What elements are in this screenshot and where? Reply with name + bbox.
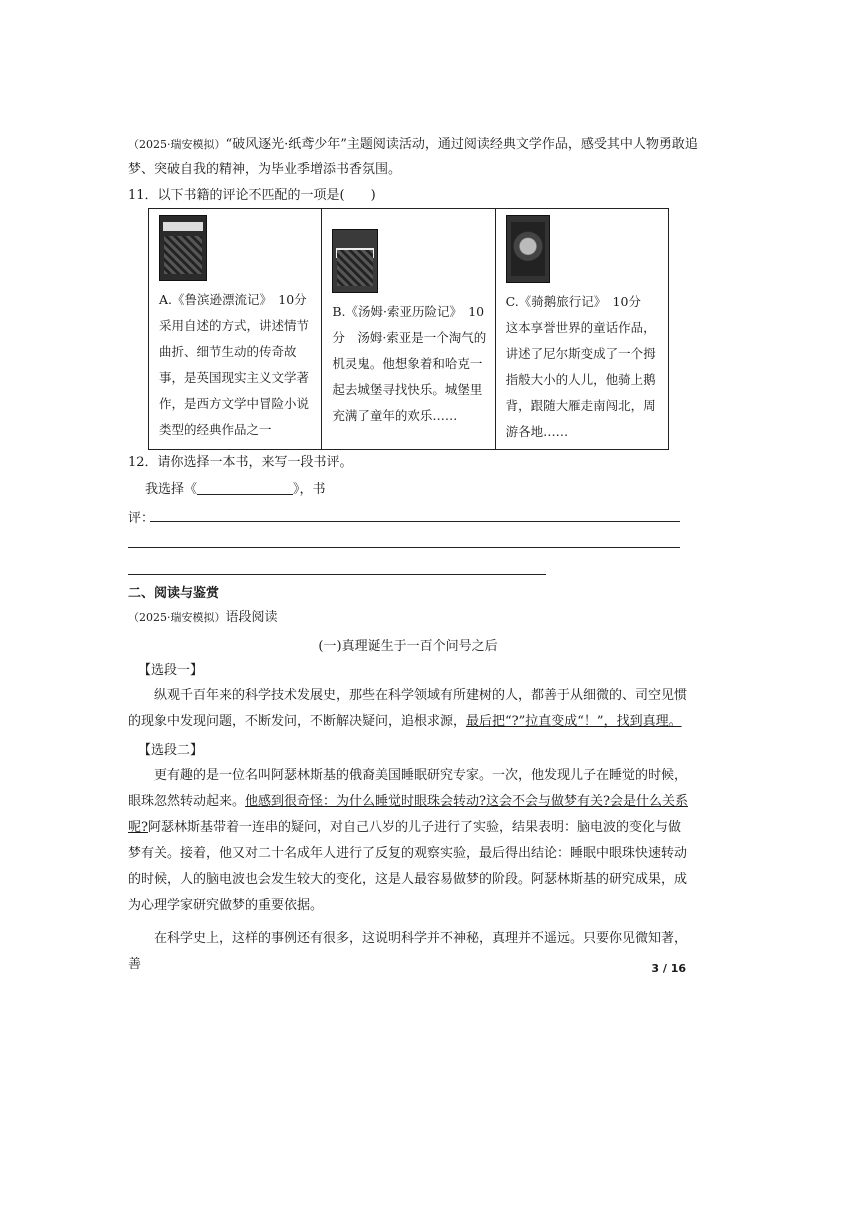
intro-text-1: “破风逐光·纸鸢少年”主题阅读活动，通过阅读经典文学作品，感受其中人物勇敢追 xyxy=(225,137,698,152)
review-answer-line-2[interactable] xyxy=(128,547,680,548)
intro-line-1 xyxy=(128,136,698,153)
book-cover-nils-icon xyxy=(506,215,550,283)
passage-2-text xyxy=(128,763,688,919)
section-source: （2025·瑞安模拟） xyxy=(128,611,226,624)
choose-prefix: 我选择《 xyxy=(145,482,198,497)
passage-2-text-b: 阿瑟林斯基带着一连串的疑问，对自己八岁的儿子进行了实验，结果表明：脑电波的变化与做梦有关。接着，他又对二十名成年人进行了反复的观察实验，最后得出结论：睡眠中眼珠快速转动的时候，人的脑电波也会发生较大的变化，这是人最容易做梦的阶段。阿瑟林斯基的研究成果，成为心理学家研究做梦的重要依据。 xyxy=(128,820,688,913)
book-option-b-text: B.《汤姆·索亚历险记》 10分 汤姆·索亚是一个淘气的机灵鬼。他想象着和哈克一起去城堡寻找快乐。城堡里充满了童年的欢乐…… xyxy=(332,304,487,423)
book-option-c xyxy=(495,209,668,450)
intro-line-2: 梦、突破自我的精神，为毕业季增添书香氛围。 xyxy=(128,162,402,177)
review-answer-line-1[interactable] xyxy=(150,521,680,522)
book-option-c-text: C.《骑鹅旅行记》 10分 这本享誉世界的童话作品，讲述了尼尔斯变成了一个拇指般大小的人儿，他骑上鹅背，跟随大雁走南闯北，周游各地…… xyxy=(505,294,656,439)
intro-source: （2025·瑞安模拟） xyxy=(128,138,226,151)
book-review-table xyxy=(148,208,669,450)
review-answer-line-3[interactable] xyxy=(128,574,546,575)
passage-2-underlined: 他感到很奇怪：为什么睡觉时眼珠会转动?这会不会与做梦有关?会是什么关系呢? xyxy=(128,794,688,835)
question-12-stem: 12．请你选择一本书，来写一段书评。 xyxy=(128,455,353,470)
question-11-stem: 11．以下书籍的评论不匹配的一项是( ) xyxy=(128,188,376,203)
passage-1-label: 【选段一】 xyxy=(138,663,204,678)
passage-1-underlined: 最后把“?”拉直变成“！”，找到真理。 xyxy=(466,714,682,729)
page-number: 3 / 16 xyxy=(651,962,686,975)
book-option-a xyxy=(149,209,322,450)
section-source-line xyxy=(128,609,278,626)
book-cover-tom-sawyer-icon xyxy=(332,229,378,293)
passage-2-text-a: 更有趣的是一位名叫阿瑟林斯基的俄裔美国睡眠研究专家。一次，他发现儿子在睡觉的时候，眼珠忽然转动起来。 xyxy=(128,768,688,809)
book-cover-robinson-icon xyxy=(159,215,207,281)
passage-3-text: 在科学史上，这样的事例还有很多，这说明科学并不神秘，真理并不遥远。只要你见微知著，善 xyxy=(128,931,688,972)
passage-1-plain: 纵观千百年来的科学技术发展史，那些在科学领域有所建树的人，都善于从细微的、司空见惯的现象中发现问题，不断发问，不断解决疑问，追根求源， xyxy=(128,688,688,729)
book-option-b xyxy=(322,209,495,450)
choose-suffix: 》，书 xyxy=(293,482,326,497)
section-source-rest: 语段阅读 xyxy=(225,610,278,625)
passage-title: (一)真理诞生于一百个问号之后 xyxy=(318,639,498,654)
review-label: 评： xyxy=(128,511,155,526)
passage-2-label: 【选段二】 xyxy=(138,743,204,758)
passage-1-text xyxy=(128,683,688,735)
book-title-blank[interactable] xyxy=(197,481,293,495)
book-option-a-text: A.《鲁滨逊漂流记》 10分采用自述的方式，讲述情节曲折、细节生动的传奇故事，是英国现实主义文学著作，是西方文学中冒险小说类型的经典作品之一 xyxy=(159,292,310,437)
section-heading: 二、阅读与鉴赏 xyxy=(128,586,220,601)
choose-book-line xyxy=(145,481,326,498)
